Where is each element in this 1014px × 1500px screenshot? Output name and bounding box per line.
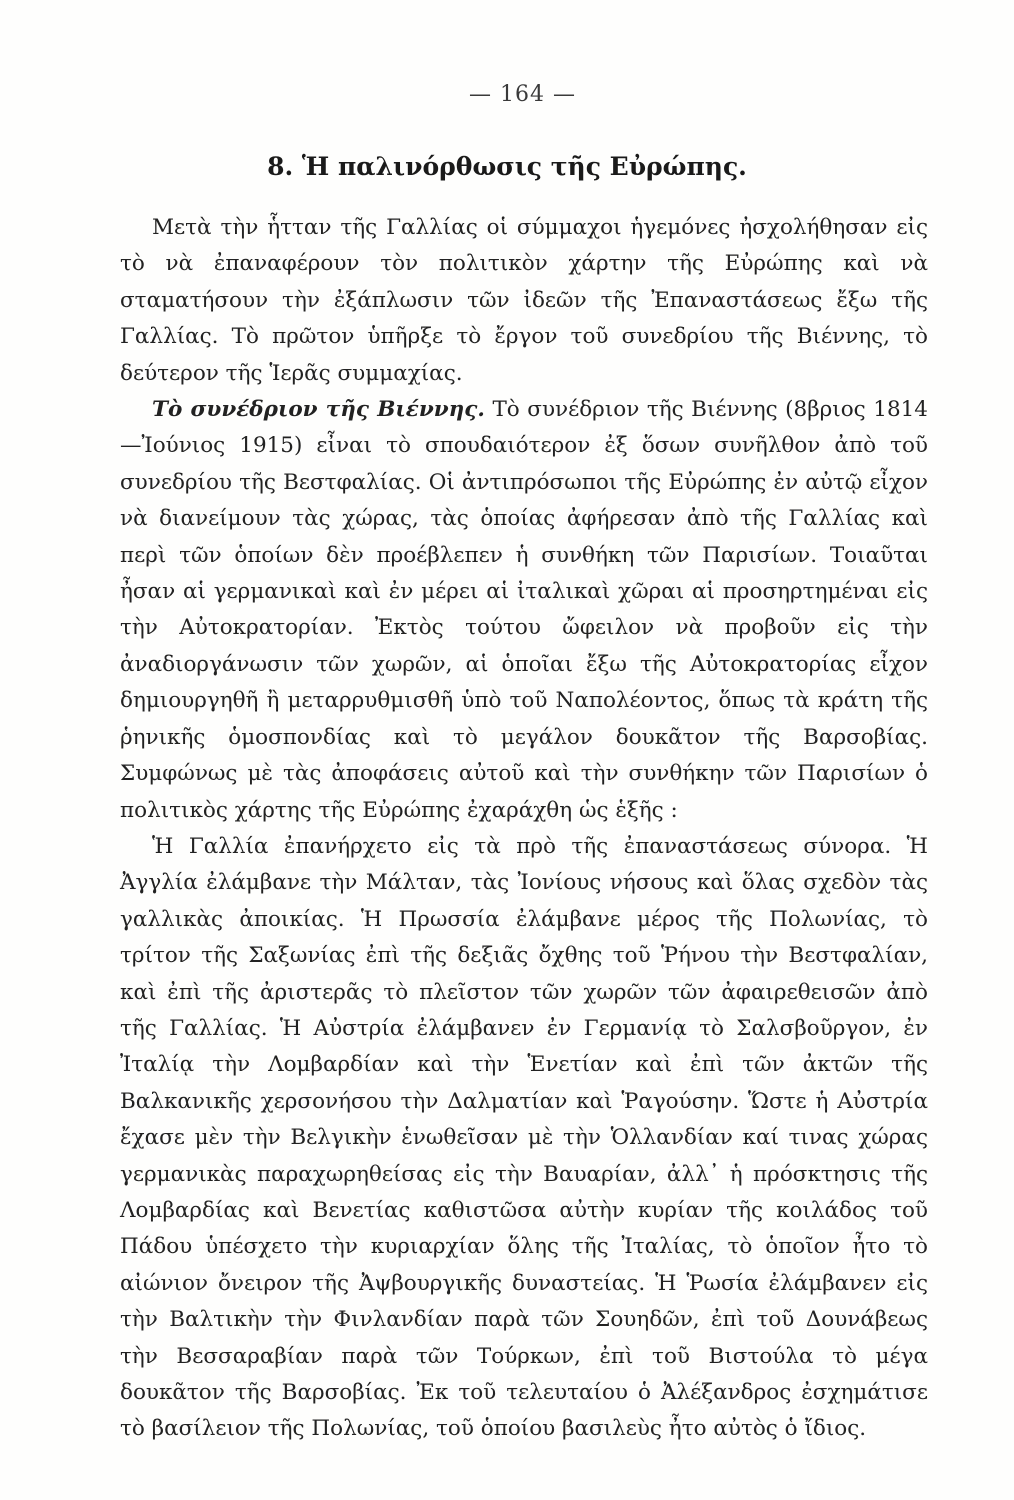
paragraph-map-changes: Ἡ Γαλλία ἐπανήρχετο εἰς τὰ πρὸ τῆς ἐπαναστάσεως σύνορα. Ἡ Ἀγγλία ἐλάμβανε τὴν Μάλταν, τὰς Ἰονίους νήσους καὶ ὅλας σχεδὸν τὰς γαλλικὰς ἀποικίας. Ἡ Πρωσσία ἐλάμβανε μέρος τῆς Πολωνίας, τὸ τρίτον τῆς Σαξωνίας ἐπὶ τῆς δεξιᾶς ὄχθης τοῦ Ῥήνου τὴν Βεστφαλίαν, καὶ ἐπὶ τῆς ἀριστερᾶς τὸ πλεῖστον τῶν χωρῶν τῶν ἀφαιρεθεισῶν ἀπὸ τῆς Γαλλίας. Ἡ Αὐστρία ἐλάμβανεν ἐν Γερμανίᾳ τὸ Σαλσβοῦργον, ἐν Ἰταλίᾳ τὴν Λομβαρδίαν καὶ τὴν Ἑνετίαν καὶ ἐπὶ τῶν ἀκτῶν τῆς Βαλκανικῆς χερσονήσου τὴν Δαλματίαν καὶ Ῥαγούσην. Ὥστε ἡ Αὐστρία ἔχασε μὲν τὴν Βελγικὴν ἑνωθεῖσαν μὲ τὴν Ὁλλανδίαν καί τινας χώρας γερμανικὰς παραχωρηθείσας εἰς τὴν Βαυαρίαν, ἀλλ᾽ ἡ πρόσκτησις τῆς Λομβαρδίας καὶ Βενετίας καθιστῶσα αὐτὴν κυρίαν τῆς κοιλάδος τοῦ Πάδου ὑπέσχετο τὴν κυριαρχίαν ὅλης τῆς Ἰταλίας, τὸ ὁποῖον ἦτο τὸ αἰώνιον ὄνειρον τῆς Ἀψβουργικῆς δυναστείας. Ἡ Ῥωσία ἐλάμβανεν εἰς τὴν Βαλτικὴν τὴν Φινλανδίαν παρὰ τῶν Σουηδῶν, ἐπὶ τοῦ Δουνάβεως τὴν Βεσσαραβίαν παρὰ τῶν Τούρκων, ἐπὶ τοῦ Βιστούλα τὸ μέγα δουκᾶτον τῆς Βαρσοβίας. Ἐκ τοῦ τελευταίου ὁ Ἀλέξανδρος ἐσχημάτισε τὸ βασίλειον τῆς Πολωνίας, τοῦ ὁποίου βασιλεὺς ἦτο αὐτὸς ὁ ἴδιος. — [120, 833, 928, 1442]
subheading-congress-of-vienna: Τὸ συνέδριον τῆς Βιέννης. — [152, 397, 485, 423]
section-title: 8. Ἡ παλινόρθωσις τῆς Εὐρώπης. — [267, 152, 747, 181]
paragraph-congress-of-vienna — [120, 392, 928, 829]
body-text — [120, 210, 928, 1448]
paragraph-intro: Μετὰ τὴν ἧτταν τῆς Γαλλίας οἱ σύμμαχοι ἡγεμόνες ἠσχολήθησαν εἰς τὸ νὰ ἐπαναφέρουν τὸν πολιτικὸν χάρτην τῆς Εὐρώπης καὶ νὰ σταματήσουν τὴν ἐξάπλωσιν τῶν ἰδεῶν τῆς Ἐπαναστάσεως ἔξω τῆς Γαλλίας. Τὸ πρῶτον ὑπῆρξε τὸ ἔργον τοῦ συνεδρίου τῆς Βιέννης, τὸ δεύτερον τῆς Ἱερᾶς συμμαχίας. — [120, 215, 928, 386]
paragraph-congress-text: Τὸ συνέδριον τῆς Βιέννης (8βριος 1814 —Ἰούνιος 1915) εἶναι τὸ σπουδαιότερον ἐξ ὅσων συνῆλθον ἀπὸ τοῦ συνεδρίου τῆς Βεστφαλίας. Οἱ ἀντιπρόσωποι τῆς Εὐρώπης ἐν αὐτῷ εἶχον νὰ διανείμουν τὰς χώρας, τὰς ὁποίας ἀφήρεσαν ἀπὸ τῆς Γαλλίας καὶ περὶ τῶν ὁποίων δὲν προέβλεπεν ἡ συνθήκη τῶν Παρισίων. Τοιαῦται ἦσαν αἱ γερμανικαὶ καὶ ἐν μέρει αἱ ἰταλικαὶ χῶραι αἱ προσηρτημέναι εἰς τὴν Αὐτοκρατορίαν. Ἐκτὸς τούτου ὤφειλον νὰ προβοῦν εἰς τὴν ἀναδιοργάνωσιν τῶν χωρῶν, αἱ ὁποῖαι ἔξω τῆς Αὐτοκρατορίας εἶχον δημιουργηθῆ ἢ μεταρρυθμισθῆ ὑπὸ τοῦ Ναπολέοντος, ὅπως τὰ κράτη τῆς ῥηνικῆς ὁμοσπονδίας καὶ τὸ μεγάλον δουκᾶτον τῆς Βαρσοβίας. Συμφώνως μὲ τὰς ἀποφάσεις αὐτοῦ καὶ τὴν συνθήκην τῶν Παρισίων ὁ πολιτικὸς χάρτης τῆς Εὐρώπης ἐχαράχθη ὡς ἑξῆς : — [120, 397, 928, 823]
page-number: — 164 — — [469, 82, 576, 107]
